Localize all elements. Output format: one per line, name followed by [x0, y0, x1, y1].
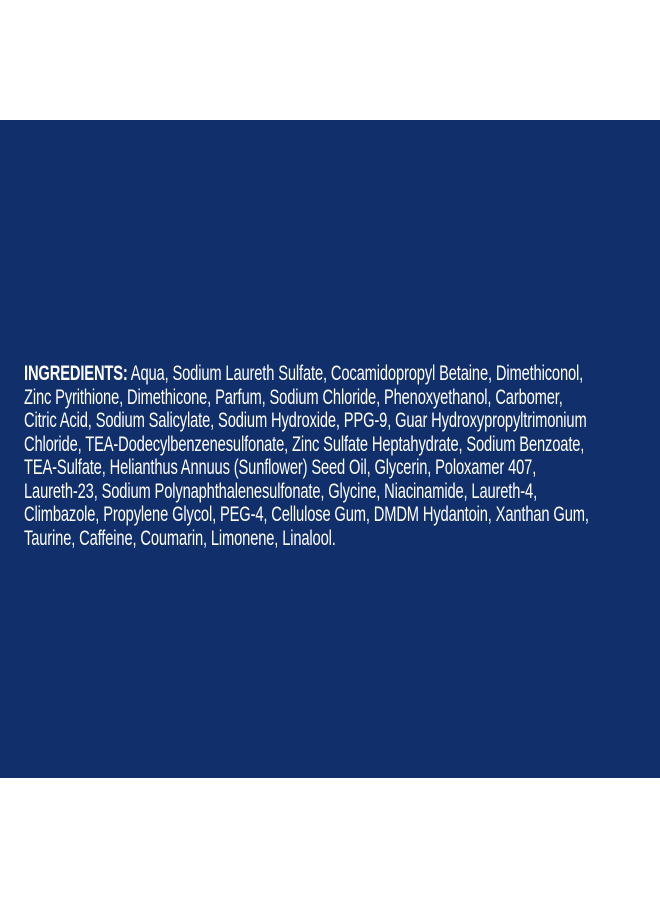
ingredients-line: Zinc Pyrithione, Dimethicone, Parfum, Sodium Chloride, Phenoxyethanol, Carbomer, [24, 385, 563, 409]
ingredients-line: Climbazole, Propylene Glycol, PEG-4, Cellulose Gum, DMDM Hydantoin, Xanthan Gum, [24, 503, 589, 526]
ingredients-heading: INGREDIENTS: [24, 362, 128, 385]
ingredients-panel [0, 120, 660, 778]
ingredients-line: Citric Acid, Sodium Salicylate, Sodium Hydroxide, PPG-9, Guar Hydroxypropyltrimonium [24, 409, 587, 432]
ingredients-line [24, 362, 589, 386]
ingredients-text-block [24, 362, 589, 550]
ingredients-line: TEA-Sulfate, Helianthus Annuus (Sunflower) Seed Oil, Glycerin, Poloxamer 407, [24, 456, 537, 479]
ingredients-line: Taurine, Caffeine, Coumarin, Limonene, Linalool. [24, 526, 336, 550]
ingredients-line: Chloride, TEA-Dodecylbenzenesulfonate, Zinc Sulfate Heptahydrate, Sodium Benzoate, [24, 432, 585, 456]
ingredients-line: Laureth-23, Sodium Polynaphthalenesulfonate, Glycine, Niacinamide, Laureth-4, [24, 479, 538, 503]
ingredients-line-text: Aqua, Sodium Laureth Sulfate, Cocamidopropyl Betaine, Dimethiconol, [127, 362, 584, 385]
